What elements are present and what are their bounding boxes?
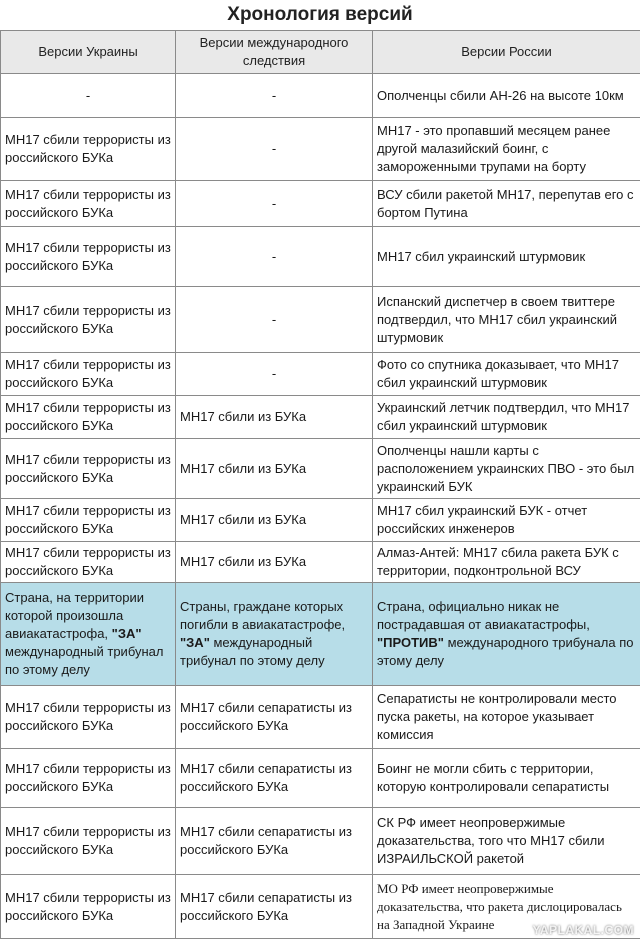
cell-ukraine: -	[1, 74, 176, 118]
header-ukraine: Версии Украины	[1, 31, 176, 74]
text-pre: Страны, граждане которых погибли в авиакатастрофе,	[180, 599, 346, 632]
cell-international: МН17 сбили сепаратисты из российского БУКа	[176, 749, 373, 808]
cell-international: -	[176, 227, 373, 287]
cell-international-tribunal	[176, 583, 373, 686]
cell-russia: Фото со спутника доказывает, что МН17 сбил украинский штурмовик	[373, 353, 640, 396]
table-row	[1, 439, 640, 499]
cell-international: -	[176, 74, 373, 118]
cell-international: МН17 сбили из БУКа	[176, 542, 373, 583]
cell-russia-tribunal	[373, 583, 640, 686]
versions-table	[0, 30, 640, 939]
text-post: международного трибунала по этому делу	[377, 635, 634, 668]
cell-russia: МН17 сбил украинский штурмовик	[373, 227, 640, 287]
table-row	[1, 499, 640, 542]
text-post: международный трибунал по этому делу	[180, 635, 325, 668]
page-title: Хронология версий	[227, 4, 413, 25]
cell-ukraine: МН17 сбили террористы из российского БУКа	[1, 439, 176, 499]
cell-ukraine: МН17 сбили террористы из российского БУКа	[1, 353, 176, 396]
vote-for: "ЗА"	[111, 626, 142, 641]
cell-ukraine: МН17 сбили террористы из российского БУКа	[1, 287, 176, 353]
table-row	[1, 542, 640, 583]
table-row	[1, 287, 640, 353]
text-pre: Страна, официально никак не пострадавшая от авиакатастрофы,	[377, 599, 590, 632]
cell-international: -	[176, 287, 373, 353]
cell-ukraine: МН17 сбили террористы из российского БУКа	[1, 808, 176, 875]
cell-russia: СК РФ имеет неопровержимые доказательства, того что МН17 сбили ИЗРАИЛЬСКОЙ ракетой	[373, 808, 640, 875]
cell-international: МН17 сбили сепаратисты из российского БУКа	[176, 875, 373, 939]
cell-russia: МН17 - это пропавший месяцем ранее другой малазийский боинг, с замороженными трупами на борту	[373, 118, 640, 181]
cell-russia: Испанский диспетчер в своем твиттере подтвердил, что МН17 сбил украинский штурмовик	[373, 287, 640, 353]
table-row	[1, 227, 640, 287]
text-post: международный трибунал по этому делу	[5, 644, 164, 677]
cell-international: МН17 сбили сепаратисты из российского БУКа	[176, 808, 373, 875]
cell-ukraine: МН17 сбили террористы из российского БУКа	[1, 875, 176, 939]
cell-russia: Боинг не могли сбить с территории, которую контролировали сепаратисты	[373, 749, 640, 808]
table-row	[1, 808, 640, 875]
cell-ukraine: МН17 сбили террористы из российского БУКа	[1, 749, 176, 808]
cell-international: МН17 сбили сепаратисты из российского БУКа	[176, 686, 373, 749]
watermark: YAPLAKAL.COM	[532, 923, 634, 937]
table-row	[1, 74, 640, 118]
text-pre: Страна, на территории которой произошла авиакатастрофа,	[5, 590, 145, 641]
vote-for: "ЗА"	[180, 635, 210, 650]
highlight-row	[1, 583, 640, 686]
cell-russia: Ополченцы нашли карты с расположением украинских ПВО - это был украинский БУК	[373, 439, 640, 499]
cell-international: МН17 сбили из БУКа	[176, 396, 373, 439]
cell-ukraine: МН17 сбили террористы из российского БУКа	[1, 499, 176, 542]
table-row	[1, 686, 640, 749]
header-row	[1, 31, 640, 74]
cell-international: -	[176, 181, 373, 227]
cell-ukraine: МН17 сбили террористы из российского БУКа	[1, 542, 176, 583]
vote-against: "ПРОТИВ"	[377, 635, 444, 650]
table-row	[1, 353, 640, 396]
cell-russia: МО РФ имеет неопровержимые доказательства, что ракета дислоцировалась на Западной Украине	[373, 875, 640, 939]
cell-international: МН17 сбили из БУКа	[176, 499, 373, 542]
cell-ukraine: МН17 сбили террористы из российского БУКа	[1, 118, 176, 181]
cell-russia: Сепаратисты не контролировали место пуска ракеты, на которое указывает комиссия	[373, 686, 640, 749]
cell-ukraine: МН17 сбили террористы из российского БУКа	[1, 396, 176, 439]
table-row	[1, 118, 640, 181]
cell-russia: ВСУ сбили ракетой МН17, перепутав его с бортом Путина	[373, 181, 640, 227]
table-row	[1, 749, 640, 808]
cell-russia: МН17 сбил украинский БУК - отчет российских инженеров	[373, 499, 640, 542]
cell-russia: Украинский летчик подтвердил, что МН17 сбил украинский штурмовик	[373, 396, 640, 439]
cell-ukraine: МН17 сбили террористы из российского БУКа	[1, 227, 176, 287]
cell-international: МН17 сбили из БУКа	[176, 439, 373, 499]
cell-ukraine: МН17 сбили террористы из российского БУКа	[1, 686, 176, 749]
cell-ukraine: МН17 сбили террористы из российского БУКа	[1, 181, 176, 227]
cell-international: -	[176, 118, 373, 181]
header-international: Версии международного следствия	[176, 31, 373, 74]
table-row	[1, 181, 640, 227]
cell-ukraine-tribunal	[1, 583, 176, 686]
cell-international: -	[176, 353, 373, 396]
cell-russia: Алмаз-Антей: МН17 сбила ракета БУК с территории, подконтрольной ВСУ	[373, 542, 640, 583]
table-row	[1, 396, 640, 439]
cell-russia: Ополченцы сбили АН-26 на высоте 10км	[373, 74, 640, 118]
header-russia: Версии России	[373, 31, 640, 74]
